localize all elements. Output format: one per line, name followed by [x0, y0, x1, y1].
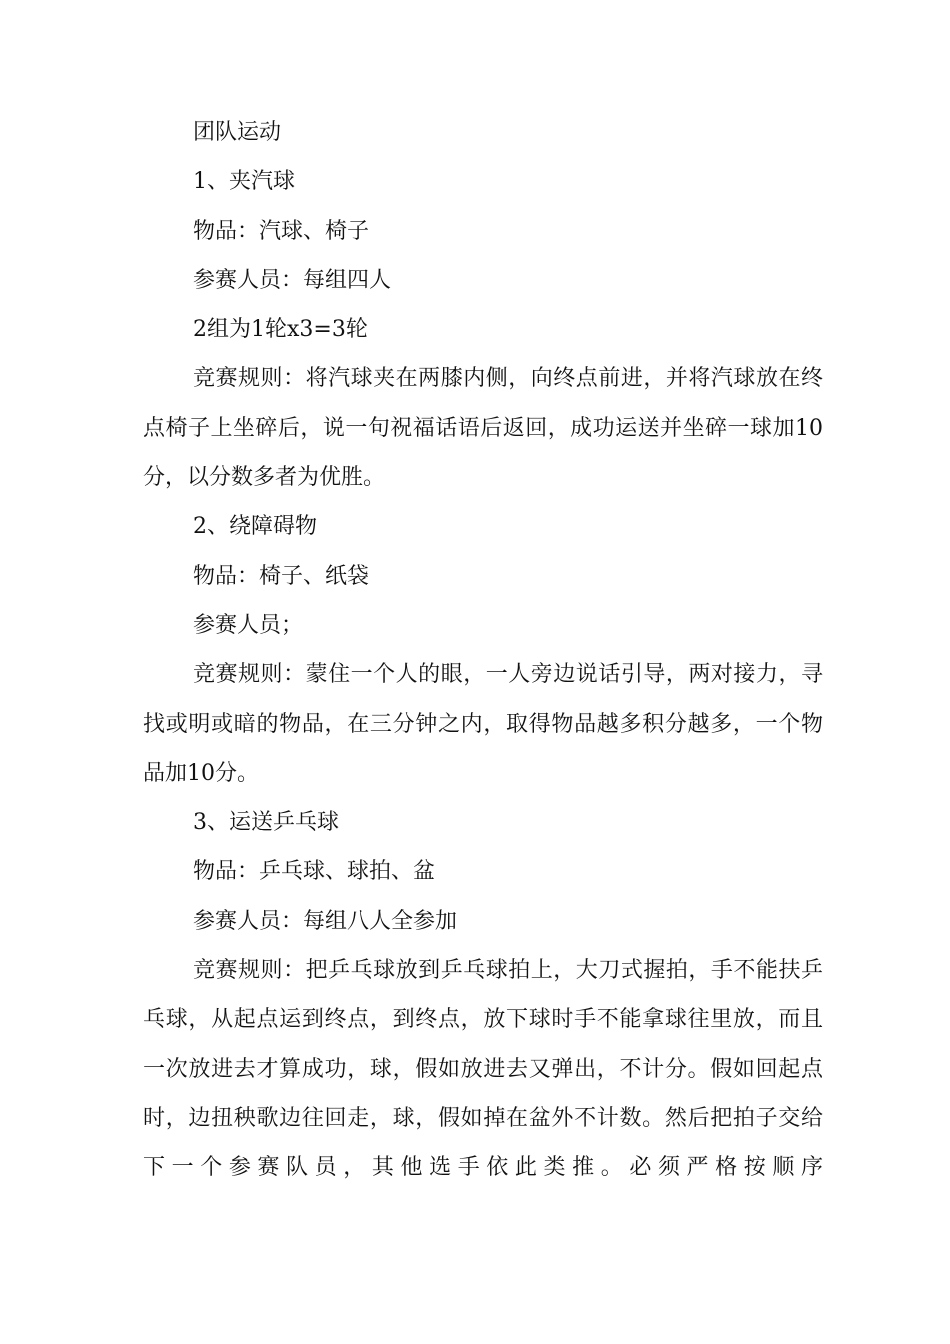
item-3-materials: 物品：乒乓球、球拍、盆	[193, 859, 436, 885]
item-1-heading: 1、夹汽球	[193, 169, 295, 195]
item-2-participants: 参赛人员；	[193, 612, 304, 638]
item-1-materials: 物品：汽球、椅子	[193, 218, 370, 244]
item-1-rules: 竞赛规则：将汽球夹在两膝内侧，向终点前进，并将汽球放在终点椅子上坐碎后，说一句祝福话语后返回，成功运送并坐碎一球加10分，以分数多者为优胜。	[143, 366, 823, 491]
item-3-participants: 参赛人员：每组八人全参加	[193, 908, 458, 934]
item-3-heading: 3、运送乒乓球	[193, 810, 339, 836]
document-body	[143, 108, 823, 1193]
item-1-rounds: 2组为1轮x3=3轮	[193, 317, 368, 343]
item-2-materials: 物品：椅子、纸袋	[193, 563, 370, 589]
item-3-rules: 竞赛规则：把乒乓球放到乒乓球拍上，大刀式握拍，手不能扶乒乓球，从起点运到终点，到终点，放下球时手不能拿球往里放，而且一次放进去才算成功，球，假如放进去又弹出，不计分。假如回起点时，边扭秧歌边往回走，球，假如掉在盆外不计数。然后把拍子交给下一个参赛队员，其他选手依此类推。必须严格按顺序	[143, 958, 823, 1181]
item-2-heading: 2、绕障碍物	[193, 514, 317, 540]
item-1-participants: 参赛人员：每组四人	[193, 267, 392, 293]
section-title: 团队运动	[193, 120, 282, 145]
item-2-rules: 竞赛规则：蒙住一个人的眼，一人旁边说话引导，两对接力，寻找或明或暗的物品，在三分钟之内，取得物品越多积分越多，一个物品加10分。	[143, 662, 823, 786]
